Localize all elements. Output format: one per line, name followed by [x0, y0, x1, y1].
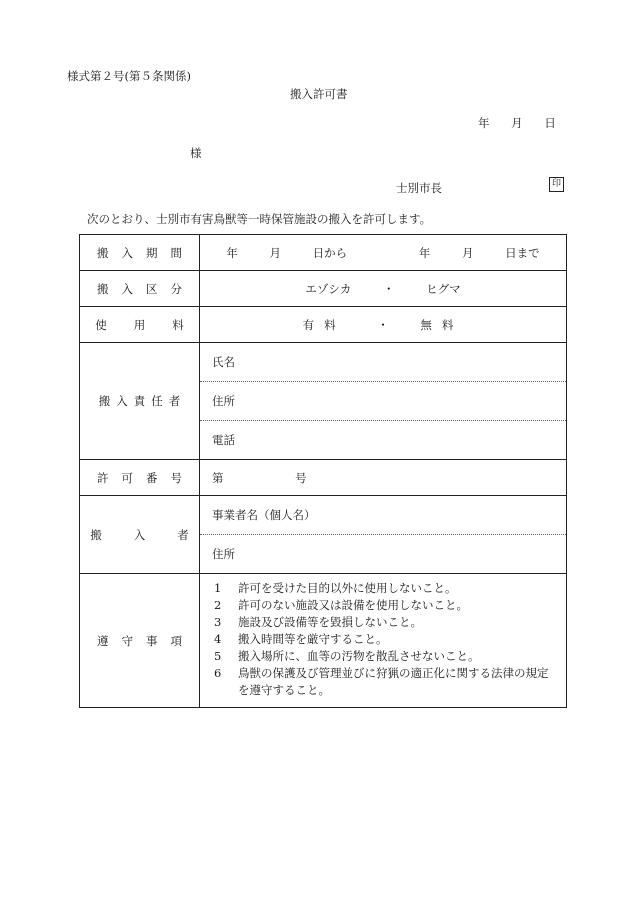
rule-item — [214, 597, 566, 614]
row-responsible — [80, 343, 567, 460]
row-permit-number — [80, 460, 567, 496]
period-label-cell — [80, 235, 200, 271]
rule-number: 1 — [214, 581, 222, 595]
rule-item — [214, 614, 566, 631]
permit-number-value — [200, 460, 567, 496]
rules-list — [200, 574, 566, 707]
period-value — [200, 235, 567, 271]
permit-label: 許可番号 — [97, 470, 195, 485]
category-option-deer: エゾシカ — [305, 281, 352, 296]
row-category — [80, 271, 567, 307]
row-rules — [80, 574, 567, 708]
rule-number: 3 — [214, 615, 222, 629]
permit-form-table — [79, 234, 567, 708]
responsible-address: 住所 — [200, 381, 566, 420]
date-day: 日 — [544, 116, 556, 130]
category-label-cell — [80, 271, 200, 307]
responsible-label-cell — [80, 343, 200, 460]
date-year: 年 — [478, 116, 490, 130]
period-label: 搬入期間 — [97, 245, 195, 260]
permit-prefix: 第 — [212, 470, 224, 485]
form-number: 様式第２号(第５条関係) — [67, 69, 191, 83]
responsible-label: 搬入責任者 — [98, 394, 187, 408]
rule-text: 搬入時間等を厳守すること。 — [238, 632, 388, 646]
rule-text: 鳥獣の保護及び管理並びに狩猟の適正化に関する法律の規定を遵守すること。 — [238, 666, 549, 697]
rule-text: 許可を受けた目的以外に使用しないこと。 — [238, 581, 457, 595]
recipient-suffix: 様 — [190, 146, 202, 160]
seal-mark: 印 — [549, 177, 564, 192]
row-fee — [80, 307, 567, 343]
category-label: 搬入区分 — [97, 281, 195, 296]
category-separator: ・ — [383, 281, 395, 296]
rule-item — [214, 665, 566, 699]
period-month: 月 — [269, 245, 282, 260]
fee-label: 使用料 — [95, 317, 211, 332]
issue-date — [478, 115, 556, 131]
rules-value — [200, 574, 567, 708]
rule-text: 搬入場所に、血等の汚物を散乱させないこと。 — [238, 649, 480, 663]
row-period — [80, 235, 567, 271]
issuer-name: 士別市長 — [396, 181, 442, 195]
rule-number: 4 — [214, 632, 222, 646]
fee-label-cell — [80, 307, 211, 343]
carrier-label: 搬入者 — [90, 527, 221, 542]
rule-text: 施設及び設備等を毀損しないこと。 — [238, 615, 422, 629]
responsible-phone: 電話 — [200, 420, 566, 459]
rules-label: 遵守事項 — [97, 633, 195, 648]
period-month-end: 月 — [461, 245, 474, 260]
date-month: 月 — [511, 116, 523, 130]
carrier-value — [200, 496, 567, 574]
rule-text: 許可のない施設又は設備を使用しないこと。 — [238, 598, 468, 612]
category-value — [200, 271, 567, 307]
rule-item — [214, 580, 566, 597]
category-option-bear: ヒグマ — [426, 281, 461, 296]
rule-item — [214, 631, 566, 648]
period-from: 日から — [312, 245, 348, 260]
rules-label-cell — [80, 574, 200, 708]
fee-separator: ・ — [377, 317, 389, 332]
period-year-end: 年 — [418, 245, 431, 260]
row-carrier — [80, 496, 567, 574]
rule-number: 5 — [214, 649, 222, 663]
intro-text: 次のとおり、士別市有害鳥獣等一時保管施設の搬入を許可します。 — [87, 212, 432, 226]
carrier-business-name: 事業者名（個人名） — [212, 508, 316, 522]
rule-number: 6 — [214, 666, 222, 680]
permit-label-cell — [80, 460, 200, 496]
rule-number: 2 — [214, 598, 222, 612]
carrier-label-cell — [80, 496, 221, 574]
responsible-value — [200, 343, 567, 460]
fee-value — [200, 307, 567, 343]
carrier-address: 住所 — [200, 534, 566, 573]
permit-suffix: 号 — [295, 470, 307, 485]
fee-option-paid: 有料 — [302, 317, 346, 332]
document-title: 搬入許可書 — [290, 87, 348, 101]
period-year: 年 — [226, 245, 238, 260]
fee-option-free: 無料 — [420, 317, 464, 332]
responsible-name: 氏名 — [212, 355, 235, 369]
period-until: 日まで — [505, 245, 540, 260]
rule-item — [214, 648, 566, 665]
